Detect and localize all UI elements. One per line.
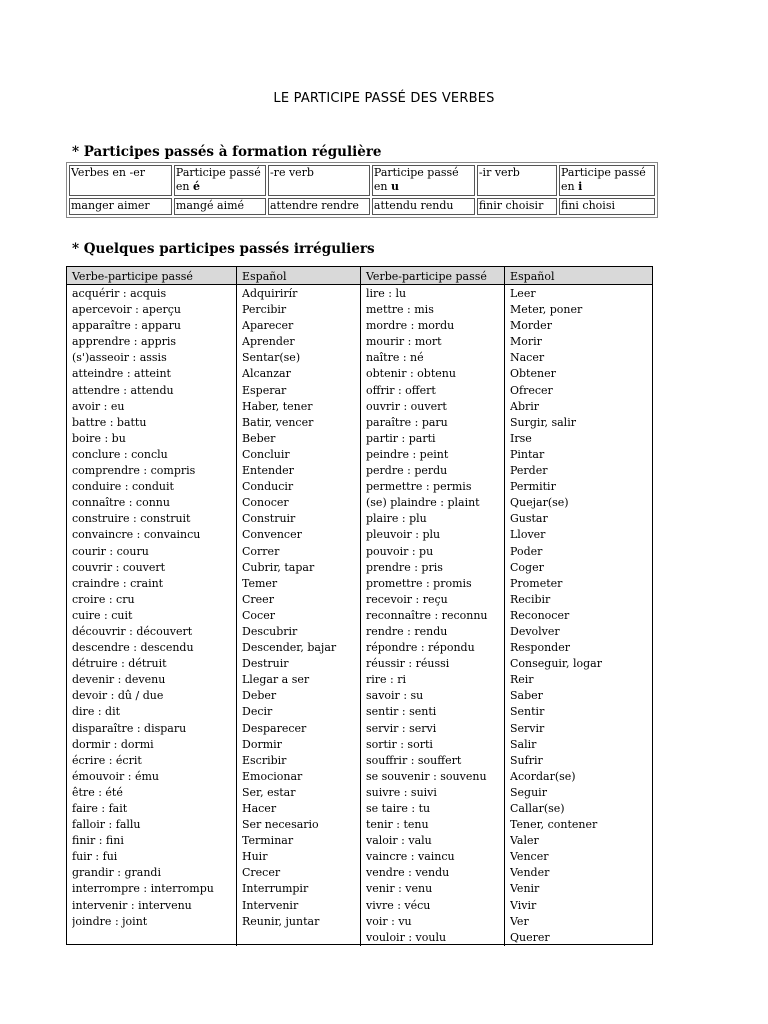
list-item: rendre : rendu (366, 624, 448, 638)
list-item: Meter, poner (510, 303, 583, 317)
list-item: disparaître : disparu (72, 721, 187, 735)
list-item: suivre : suivi (366, 785, 437, 799)
list-item: recevoir : reçu (366, 592, 448, 606)
table-row (69, 198, 655, 215)
list-item: acquérir : acquis (72, 287, 167, 300)
list-item: Perder (510, 464, 548, 478)
list-item: Adquirirír (242, 287, 298, 300)
list-item: Gustar (510, 512, 548, 526)
list-item: Conocer (242, 496, 289, 510)
list-item: Ser necesario (242, 818, 319, 832)
list-item: Aparecer (242, 319, 294, 333)
list-item: Cocer (242, 608, 275, 622)
list-item: Conducir (242, 480, 294, 494)
list-item: Descubrir (242, 624, 298, 638)
list-item: mordre : mordu (366, 319, 455, 333)
list-item: Escribir (242, 753, 287, 767)
list-item: offrir : offert (366, 383, 436, 397)
list-item: Devolver (510, 624, 560, 638)
table-cell: manger aimer (69, 198, 172, 215)
list-item: Destruir (242, 657, 289, 671)
list-item: Terminar (242, 834, 294, 848)
list-item: Haber, tener (242, 399, 313, 413)
table-header-row (69, 165, 655, 196)
list-item: vaincre : vaincu (366, 850, 455, 864)
table-cell: attendu rendu (372, 198, 475, 215)
list-item: Reunir, juntar (242, 914, 320, 928)
list-item: Abrir (510, 399, 540, 413)
list-item: mettre : mis (366, 303, 434, 317)
header-verb-participle: Verbe-participe passé (72, 270, 193, 283)
list-item: émouvoir : ému (72, 769, 159, 783)
list-item: Poder (510, 544, 543, 558)
list-item: Llegar a ser (242, 673, 310, 687)
list-item: Prometer (510, 576, 563, 590)
list-item: Reconocer (510, 608, 570, 622)
section-heading-regular: * Participes passés à formation régulière (72, 144, 382, 160)
list-item: être : été (72, 785, 123, 799)
list-item: Alcanzar (242, 367, 291, 381)
list-item: Nacer (510, 351, 545, 365)
list-item: boire : bu (72, 431, 126, 445)
list-item: ouvrir : ouvert (366, 399, 447, 413)
list-item: finir : fini (72, 834, 124, 848)
list-item: venir : venu (366, 882, 433, 896)
list-item: paraître : paru (366, 415, 448, 429)
list-item: détruire : détruit (72, 657, 167, 671)
list-item: Pintar (510, 447, 545, 461)
irregular-participles-table (66, 266, 653, 945)
list-item: tenir : tenu (366, 818, 429, 832)
list-item: prendre : pris (366, 560, 443, 574)
list-item: permettre : permis (366, 480, 472, 494)
list-item: convaincre : convaincu (72, 528, 201, 542)
list-item: couvrir : couvert (72, 560, 166, 574)
list-item: Convencer (242, 528, 302, 542)
list-item: Vivir (510, 898, 537, 912)
list-item: devenir : devenu (72, 673, 166, 687)
table-cell: fini choisi (559, 198, 655, 215)
list-item: Cubrir, tapar (242, 560, 315, 574)
list-item: Decir (242, 705, 273, 719)
header-cell: -ir verb (477, 165, 557, 196)
list-item: Responder (510, 641, 570, 655)
list-item: reconnaître : reconnu (366, 608, 488, 622)
list-item: répondre : répondu (366, 641, 475, 655)
list-item: Coger (510, 560, 544, 574)
list-item: pouvoir : pu (366, 544, 434, 558)
list-item: Intervenir (242, 898, 299, 912)
regular-participles-table (66, 162, 658, 218)
list-item: Sentir (510, 705, 545, 719)
list-item: dormir : dormi (72, 737, 154, 751)
list-item: se souvenir : souvenu (366, 769, 487, 783)
list-item: naître : né (366, 351, 424, 365)
list-item: Leer (510, 287, 536, 300)
list-item: courir : couru (72, 544, 149, 558)
list-item: partir : parti (366, 431, 436, 445)
list-item: vendre : vendu (366, 866, 450, 880)
page-title: LE PARTICIPE PASSÉ DES VERBES (273, 91, 495, 106)
table-cell: finir choisir (477, 198, 557, 215)
list-item: Valer (510, 834, 539, 848)
list-item: mourir : mort (366, 335, 442, 349)
header-verb-participle: Verbe-participe passé (360, 267, 504, 284)
list-item: apprendre : appris (72, 335, 177, 349)
list-item: souffrir : souffert (366, 753, 462, 767)
list-item: Percibir (242, 303, 287, 317)
list-item: dire : dit (72, 705, 121, 719)
list-item: Conseguir, logar (510, 657, 602, 671)
list-item: Permitir (510, 480, 556, 494)
list-item: sortir : sorti (366, 737, 433, 751)
list-item: conclure : conclu (72, 447, 168, 461)
list-item: comprendre : compris (72, 464, 196, 478)
list-item: Saber (510, 689, 543, 703)
list-item: Servir (510, 721, 545, 735)
list-item: lire : lu (366, 287, 407, 300)
list-item: apparaître : apparu (72, 319, 181, 333)
header-cell: Verbes en -er (69, 165, 172, 196)
list-item: descendre : descendu (72, 641, 194, 655)
list-item: Callar(se) (510, 802, 565, 815)
table-cell: mangé aimé (174, 198, 266, 215)
list-item: Correr (242, 544, 280, 558)
list-item: joindre : joint (72, 914, 148, 928)
list-item: (s')asseoir : assis (72, 351, 167, 365)
list-item: vivre : vécu (366, 898, 431, 912)
list-item: Llover (510, 528, 546, 542)
list-item: interrompre : interrompu (72, 882, 214, 896)
list-item: attendre : attendu (72, 383, 174, 397)
list-item: Construir (242, 512, 296, 526)
header-spanish: Español (504, 267, 651, 284)
list-item: Sufrir (510, 753, 543, 767)
list-item: Vender (510, 866, 550, 880)
list-item: battre : battu (72, 415, 147, 429)
list-item: Reir (510, 673, 534, 687)
list-item: atteindre : atteint (72, 367, 171, 381)
list-item: Creer (242, 592, 274, 606)
list-item: Dormir (242, 737, 282, 751)
list-item: Acordar(se) (510, 769, 576, 783)
list-item: Recibir (510, 592, 551, 606)
list-item: peindre : peint (366, 447, 449, 461)
list-item: Esperar (242, 383, 287, 397)
list-item: Irse (510, 431, 532, 445)
list-item: faire : fait (72, 802, 128, 815)
list-item: Huir (242, 850, 268, 864)
list-item: réussir : réussi (366, 657, 450, 671)
list-item: (se) plaindre : plaint (366, 496, 480, 510)
list-item: Ofrecer (510, 383, 553, 397)
list-item: Beber (242, 431, 276, 445)
list-item: intervenir : intervenu (72, 898, 192, 912)
spanish-column-left (236, 285, 360, 946)
header-cell: Participe passé en u (372, 165, 475, 196)
list-item: plaire : plu (366, 512, 427, 526)
list-item: Querer (510, 930, 550, 944)
list-item: fuir : fui (72, 850, 118, 864)
list-item: Seguir (510, 785, 547, 799)
list-item: Interrumpir (242, 882, 309, 896)
table-body (67, 285, 652, 946)
list-item: Vencer (510, 850, 549, 864)
list-item: Morir (510, 335, 542, 349)
list-item: apercevoir : aperçu (72, 303, 181, 317)
header-cell: Participe passé en i (559, 165, 655, 196)
list-item: Morder (510, 319, 552, 333)
list-item: Emocionar (242, 769, 303, 783)
list-item: Ver (510, 914, 529, 928)
list-item: connaître : connu (72, 496, 170, 510)
list-item: sentir : senti (366, 705, 437, 719)
list-item: valoir : valu (366, 834, 432, 848)
list-item: construire : construit (72, 512, 191, 526)
section-heading-irregular: * Quelques participes passés irréguliers (72, 241, 375, 257)
list-item: craindre : craint (72, 576, 164, 590)
list-item: Temer (242, 576, 278, 590)
verb-column-left (67, 285, 236, 946)
header-cell: Participe passé en é (174, 165, 266, 196)
list-item: Aprender (242, 335, 295, 349)
list-item: devoir : dû / due (72, 689, 164, 703)
table-cell: attendre rendre (268, 198, 370, 215)
list-item: pleuvoir : plu (366, 528, 441, 542)
verb-column-right (360, 285, 504, 946)
list-item: Quejar(se) (510, 496, 569, 510)
list-item: rire : ri (366, 673, 407, 687)
header-cell: -re verb (268, 165, 370, 196)
list-item: falloir : fallu (72, 818, 141, 832)
list-item: Tener, contener (510, 818, 598, 832)
list-item: se taire : tu (366, 802, 431, 815)
list-item: Hacer (242, 802, 277, 815)
list-item: Surgir, salir (510, 415, 576, 429)
list-item: voir : vu (366, 914, 412, 928)
list-item: croire : cru (72, 592, 135, 606)
header-spanish: Español (236, 267, 360, 284)
list-item: Crecer (242, 866, 281, 880)
list-item: écrire : écrit (72, 753, 142, 767)
table-header-row (67, 267, 652, 285)
list-item: grandir : grandi (72, 866, 161, 880)
list-item: savoir : su (366, 689, 424, 703)
list-item: cuire : cuit (72, 608, 133, 622)
list-item: Deber (242, 689, 277, 703)
list-item: Sentar(se) (242, 351, 301, 365)
list-item: conduire : conduit (72, 480, 174, 494)
list-item: Batir, vencer (242, 415, 314, 429)
list-item: Ser, estar (242, 785, 296, 799)
spanish-column-right (504, 285, 651, 946)
list-item: obtenir : obtenu (366, 367, 456, 381)
list-item: découvrir : découvert (72, 624, 193, 638)
list-item: vouloir : voulu (366, 930, 447, 944)
list-item: servir : servi (366, 721, 437, 735)
list-item: Salir (510, 737, 537, 751)
list-item: Entender (242, 464, 294, 478)
list-item: Obtener (510, 367, 556, 381)
list-item: promettre : promis (366, 576, 472, 590)
list-item: Venir (510, 882, 540, 896)
list-item: Desparecer (242, 721, 307, 735)
list-item: Descender, bajar (242, 641, 337, 655)
list-item: perdre : perdu (366, 464, 448, 478)
list-item: Concluir (242, 447, 290, 461)
list-item: avoir : eu (72, 399, 125, 413)
